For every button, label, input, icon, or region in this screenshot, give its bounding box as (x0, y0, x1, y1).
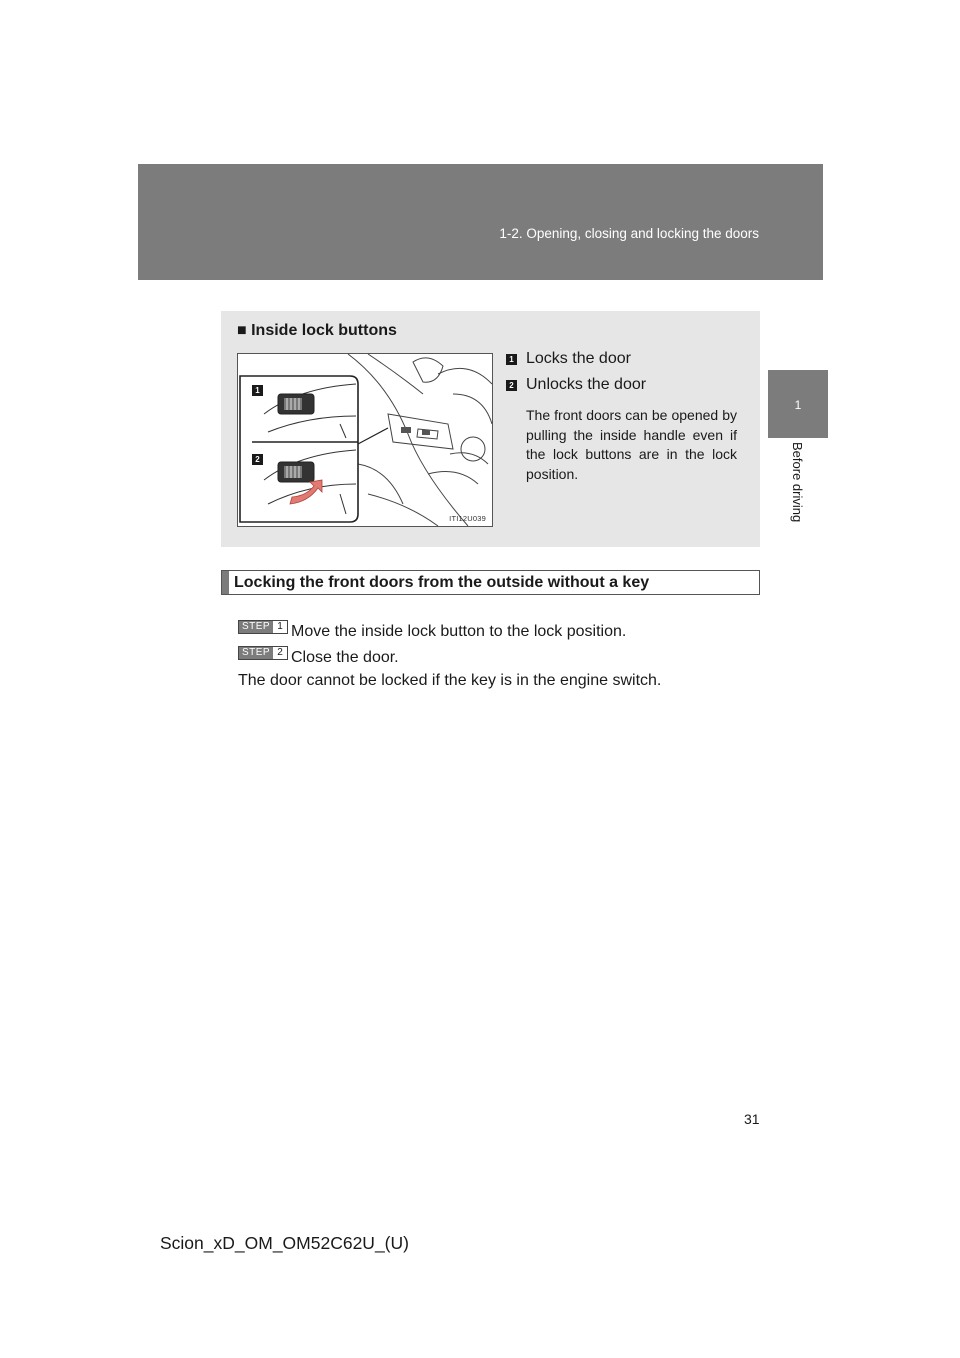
body-text: The door cannot be locked if the key is in the engine switch. (238, 672, 662, 689)
section-heading-text: Locking the front doors from the outside without a key (234, 574, 650, 591)
chapter-number: 1 (794, 398, 802, 412)
section-title: 1-2. Opening, closing and locking the doors (499, 226, 759, 241)
info-box (221, 311, 760, 547)
callout-text: Locks the door (526, 350, 631, 367)
step-2 (238, 646, 399, 667)
figure-badge-2: 2 (252, 454, 263, 465)
callout-item (506, 375, 738, 401)
info-note: The front doors can be opened by pulling the inside handle even if the lock buttons are in the lock position. (526, 407, 737, 482)
figure-badge-1: 1 (252, 385, 263, 396)
door-interior-drawing (238, 354, 492, 526)
callout-number-badge: 2 (506, 380, 517, 391)
step-badge-number: 2 (277, 647, 283, 658)
door-lock-illustration (237, 353, 493, 527)
chapter-label: Before driving (790, 442, 805, 523)
step-badge-label: STEP (239, 647, 273, 659)
chapter-label-container (768, 442, 828, 542)
section-heading (221, 570, 760, 595)
step-text: Close the door. (291, 649, 399, 666)
figure-code: ITI12U039 (449, 514, 486, 523)
document-footer: Scion_xD_OM_OM52C62U_(U) (160, 1233, 409, 1253)
step-badge-label: STEP (239, 621, 273, 633)
page-number: 31 (744, 1111, 760, 1127)
step-badge (238, 646, 288, 660)
callout-number-badge: 1 (506, 354, 517, 365)
chapter-tab[interactable] (768, 370, 828, 438)
info-box-title: ■ Inside lock buttons (237, 322, 397, 339)
callout-item (506, 349, 738, 375)
callout-text: Unlocks the door (526, 376, 647, 393)
step-badge (238, 620, 288, 634)
section-heading-bar (222, 571, 229, 594)
header-band (138, 164, 823, 280)
step-badge-number: 1 (277, 621, 283, 632)
callout-list (506, 349, 738, 401)
step-1 (238, 620, 626, 641)
step-text: Move the inside lock button to the lock position. (291, 623, 627, 640)
